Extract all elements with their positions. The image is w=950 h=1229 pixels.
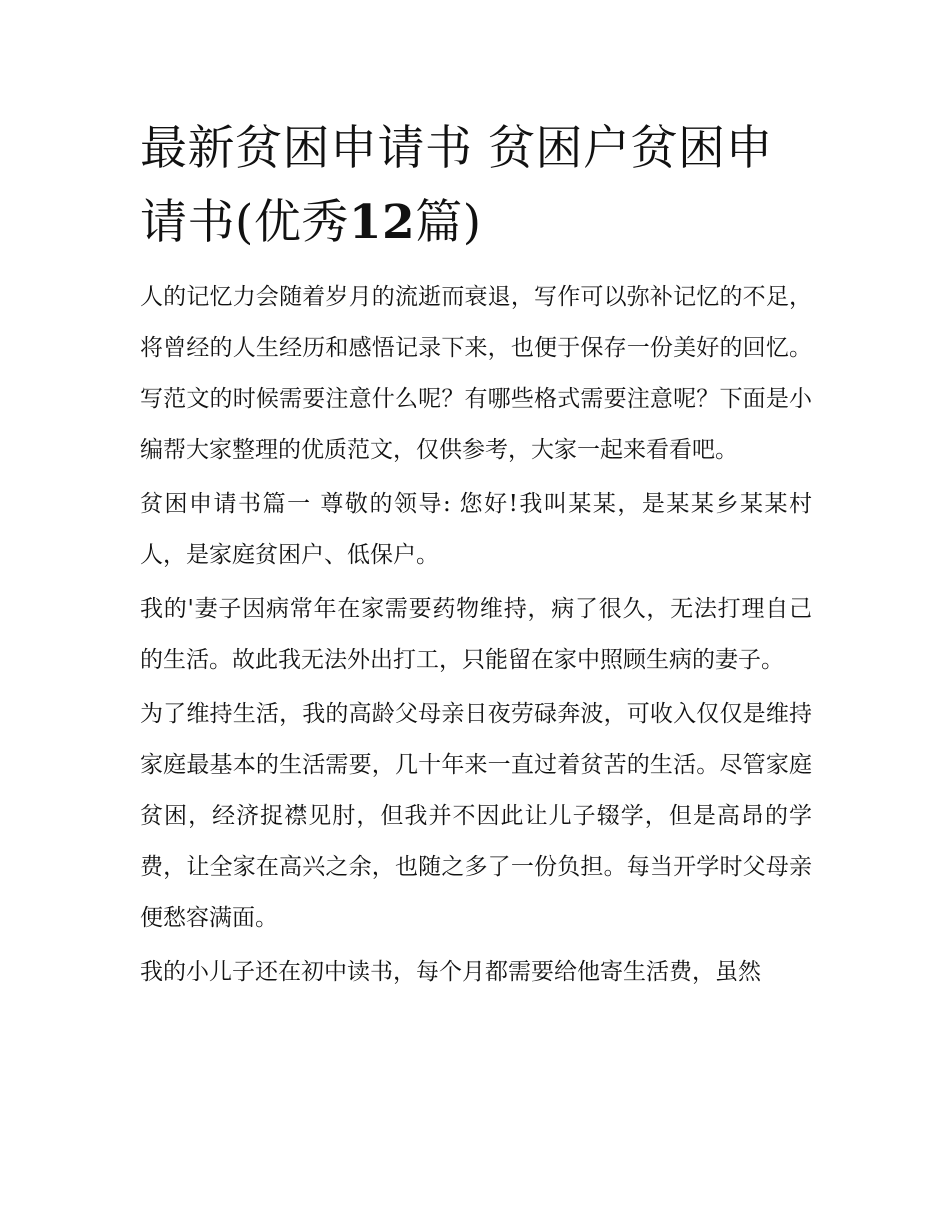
- document-body: [140, 272, 812, 998]
- paragraph-parents: 为了维持生活，我的高龄父母亲日夜劳碌奔波，可收入仅仅是维持家庭最基本的生活需要，几十年来一直过着贫苦的生活。尽管家庭贫困，经济捉襟见肘，但我并不因此让儿子辍学，但是高昂的学费，让全家在高兴之余，也随之多了一份负担。每当开学时父母亲便愁容满面。: [140, 701, 812, 931]
- document-content: [140, 112, 812, 1001]
- paragraph-son: 我的小儿子还在初中读书，每个月都需要给他寄生活费，虽然: [140, 959, 761, 985]
- paragraph-salutation: 贫困申请书篇一 尊敬的领导: 您好!我叫某某，是某某乡某某村人，是家庭贫困户、低保户。: [140, 491, 812, 568]
- paragraph-intro: 人的记忆力会随着岁月的流逝而衰退，写作可以弥补记忆的不足，将曾经的人生经历和感悟记录下来，也便于保存一份美好的回忆。写范文的时候需要注意什么呢？有哪些格式需要注意呢？下面是小编帮大家整理的优质范文，仅供参考，大家一起来看看吧。: [140, 284, 812, 463]
- paragraph-wife-illness: 我的'妻子因病常年在家需要药物维持，病了很久，无法打理自己的生活。故此我无法外出打工，只能留在家中照顾生病的妻子。: [140, 596, 812, 673]
- document-title: 最新贫困申请书 贫困户贫困申请书(优秀12篇): [140, 121, 773, 250]
